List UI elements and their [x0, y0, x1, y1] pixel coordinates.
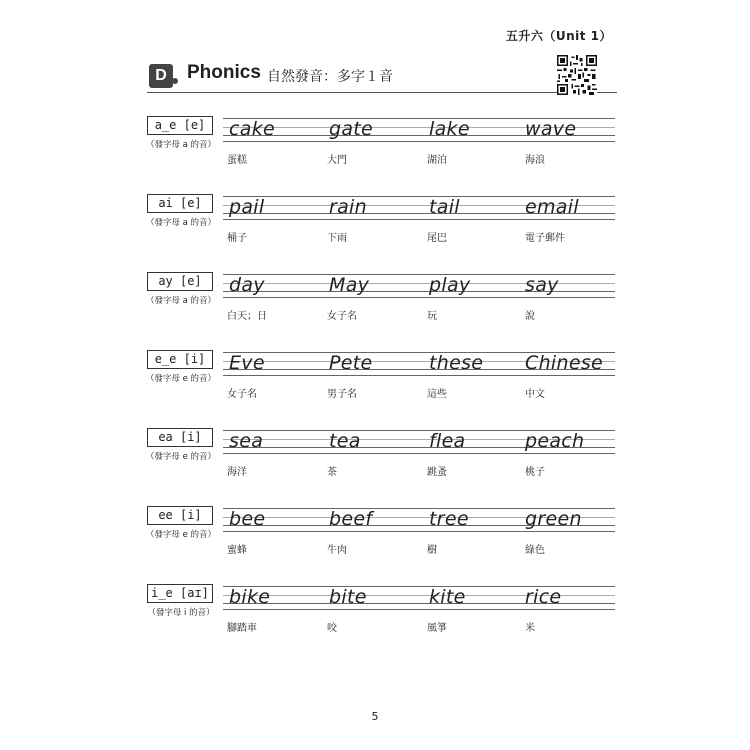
meaning: 湖泊	[427, 155, 447, 166]
word: peach	[525, 430, 585, 452]
phonics-pattern: a_e [e]	[147, 116, 213, 135]
meaning: 尾巴	[427, 233, 447, 244]
writing-lines	[223, 352, 615, 400]
phonics-row-i_e	[145, 584, 617, 644]
phonics-note: （發字母 i 的音）	[147, 608, 215, 618]
unit-label: 五升六（Unit 1）	[505, 29, 612, 43]
meaning: 玩	[427, 311, 437, 322]
badge-dot	[172, 78, 178, 84]
meaning: 咬	[327, 623, 337, 634]
meaning: 茶	[327, 467, 337, 478]
phonics-pattern: ay [e]	[147, 272, 213, 291]
writing-lines	[223, 430, 615, 478]
meaning: 風箏	[427, 623, 447, 634]
word: bike	[229, 586, 271, 608]
writing-lines	[223, 508, 615, 556]
phonics-pattern: ea [i]	[147, 428, 213, 447]
phonics-pattern: ai [e]	[147, 194, 213, 213]
word: day	[229, 274, 265, 296]
phonics-row-a_e	[145, 116, 617, 176]
word: these	[429, 352, 484, 374]
word: say	[525, 274, 559, 296]
word: tail	[429, 196, 460, 218]
meaning: 蛋糕	[227, 155, 247, 166]
word: lake	[429, 118, 470, 140]
word: green	[525, 508, 582, 530]
meaning: 牛肉	[327, 545, 347, 556]
phonics-pattern: ee [i]	[147, 506, 213, 525]
section-header	[147, 58, 617, 100]
word: wave	[525, 118, 577, 140]
phonics-pattern: e_e [i]	[147, 350, 213, 369]
word: flea	[429, 430, 466, 452]
word: Pete	[329, 352, 373, 374]
meaning: 白天；日	[227, 311, 267, 322]
page-number: 5	[371, 710, 379, 723]
meaning: 桶子	[227, 233, 247, 244]
meaning: 下雨	[327, 233, 347, 244]
meaning: 樹	[427, 545, 437, 556]
writing-lines	[223, 118, 615, 166]
meaning: 米	[525, 623, 535, 634]
word: tea	[329, 430, 361, 452]
meaning: 電子郵件	[525, 233, 565, 244]
meaning: 大門	[327, 155, 347, 166]
phonics-pattern: i_e [aɪ]	[147, 584, 213, 603]
section-title: Phonics	[187, 62, 261, 83]
phonics-note: （發字母 a 的音）	[145, 140, 217, 150]
word: cake	[229, 118, 275, 140]
phonics-row-e_e	[145, 350, 617, 410]
meaning: 腳踏車	[227, 623, 257, 634]
meaning: 女子名	[327, 311, 357, 322]
word: beef	[329, 508, 373, 530]
header-underline	[147, 92, 617, 93]
word: Chinese	[525, 352, 604, 374]
word: pail	[229, 196, 265, 218]
meaning: 蜜蜂	[227, 545, 247, 556]
phonics-row-ai	[145, 194, 617, 254]
word: email	[525, 196, 579, 218]
word: sea	[229, 430, 264, 452]
word: May	[329, 274, 370, 296]
qr-code-icon[interactable]	[557, 55, 597, 95]
meaning: 中文	[525, 389, 545, 400]
word: gate	[329, 118, 374, 140]
meaning: 海浪	[525, 155, 545, 166]
word: rain	[329, 196, 367, 218]
meaning: 這些	[427, 389, 447, 400]
word: play	[429, 274, 471, 296]
phonics-note: （發字母 a 的音）	[145, 296, 217, 306]
meaning: 桃子	[525, 467, 545, 478]
phonics-note: （發字母 a 的音）	[145, 218, 217, 228]
meaning: 綠色	[525, 545, 545, 556]
phonics-row-ay	[145, 272, 617, 332]
section-subtitle: 自然發音：多字１音	[267, 69, 393, 85]
meaning: 跳蚤	[427, 467, 447, 478]
word: Eve	[229, 352, 265, 374]
writing-lines	[223, 196, 615, 244]
phonics-row-ea	[145, 428, 617, 488]
meaning: 女子名	[227, 389, 257, 400]
word: rice	[525, 586, 562, 608]
writing-lines	[223, 586, 615, 634]
word: kite	[429, 586, 466, 608]
word: tree	[429, 508, 469, 530]
phonics-note: （發字母 e 的音）	[145, 452, 217, 462]
meaning: 海洋	[227, 467, 247, 478]
section-letter: D	[149, 64, 173, 88]
section-badge	[147, 60, 179, 90]
word: bee	[229, 508, 266, 530]
phonics-note: （發字母 e 的音）	[145, 530, 217, 540]
phonics-row-ee	[145, 506, 617, 566]
writing-lines	[223, 274, 615, 322]
meaning: 說	[525, 311, 535, 322]
phonics-note: （發字母 e 的音）	[145, 374, 217, 384]
meaning: 男子名	[327, 389, 357, 400]
word: bite	[329, 586, 367, 608]
